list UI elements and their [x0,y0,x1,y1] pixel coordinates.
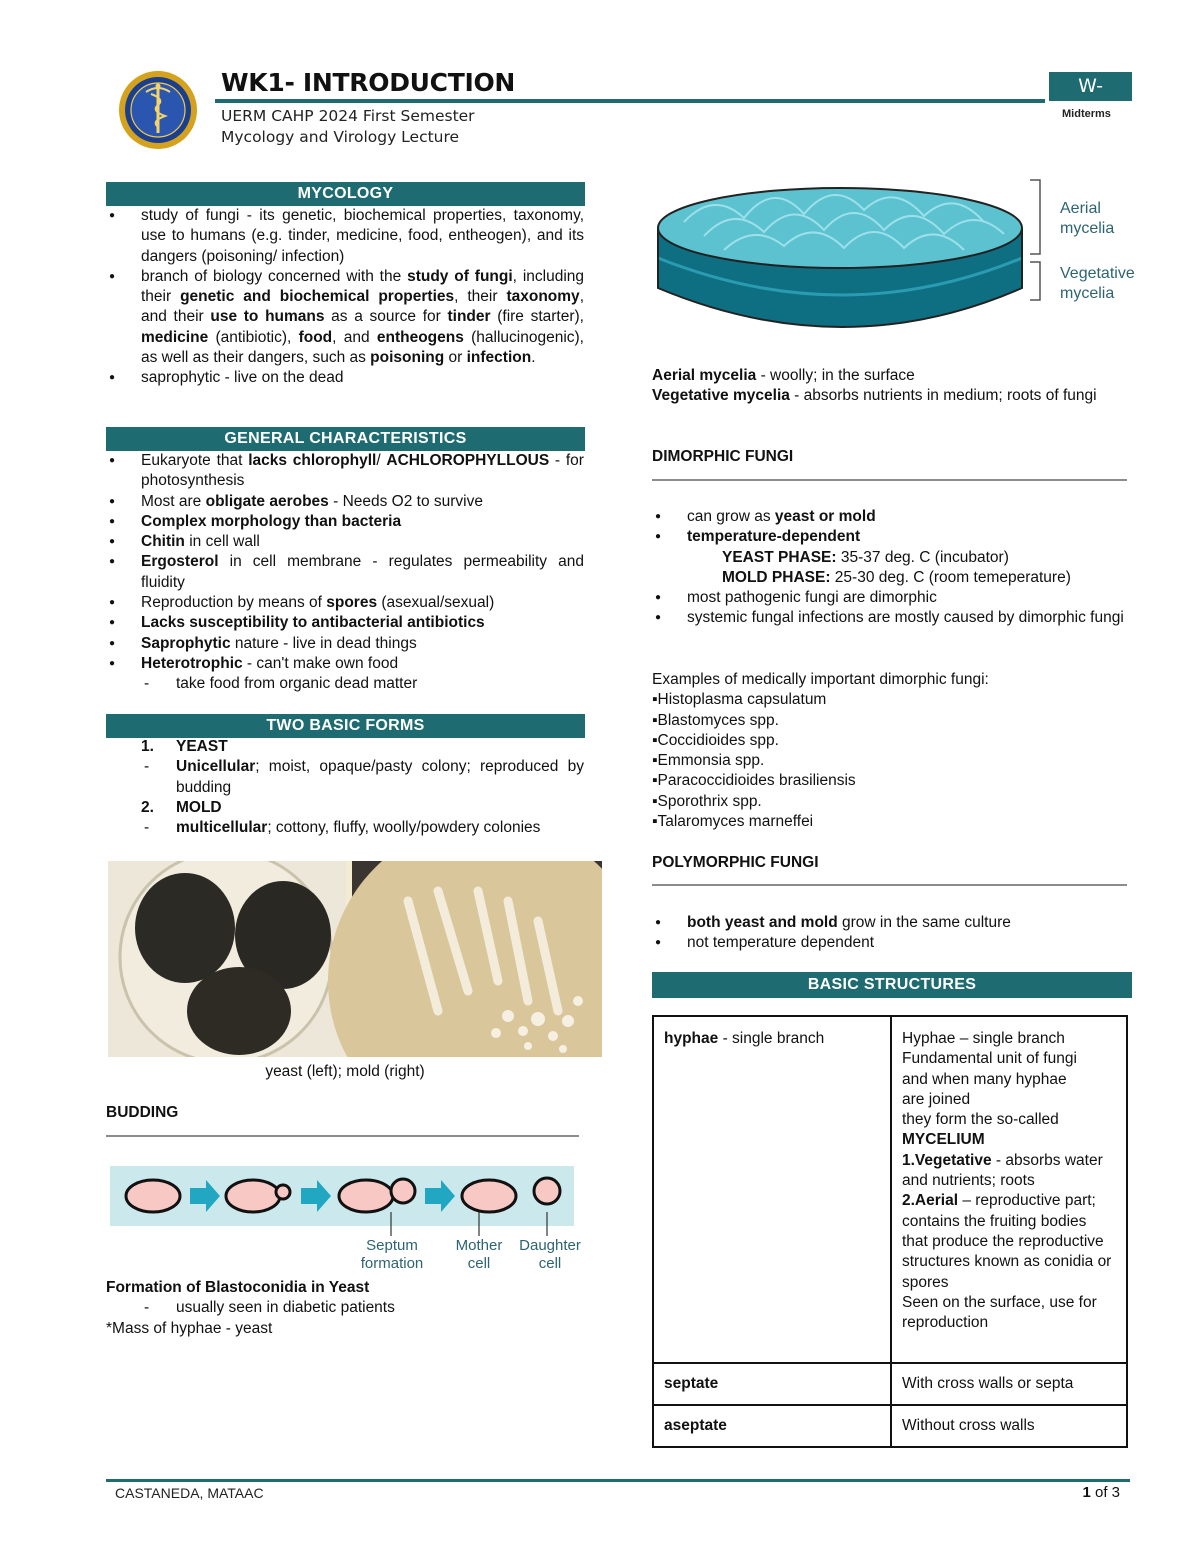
label-vegetative-mycelia: Vegetative mycelia [1060,265,1135,302]
list-item: ● Ergosterol in cell membrane - regulates permeability and fluidity [106,552,584,593]
forms-list [106,737,584,838]
yeast-colony-3 [187,967,291,1055]
label-aerial-mycelia: Aerial mycelia [1060,200,1115,237]
budding-heading: BUDDING [106,1104,179,1121]
list-item: ● Lacks susceptibility to antibacterial antibiotics [106,613,584,633]
example-item: ▪Talaromyces marneffei [652,813,814,831]
dimorphic-heading: DIMORPHIC FUNGI [652,448,794,465]
list-item: - usually seen in diabetic patients [106,1298,584,1318]
label-daughter: Daughter cell [519,1237,581,1272]
polymorphic-rule [652,884,1127,886]
header-rule [215,99,1045,103]
section-general-characteristics: GENERAL CHARACTERISTICS [106,427,585,451]
dimorphic-list: ● can grow as yeast or mold ● temperature-dependent YEAST PHASE: 35-37 deg. C (incubator) MOLD PHASE: 25-30 deg. C (room temeperature) ● most pathogenic fungi are dimorphic ● systemic fungal infections are mostly caused by dimorphic fungi [652,507,1131,629]
yeast-colony-1 [135,873,235,983]
course-subtitle: UERM CAHP 2024 First Semester [221,107,475,125]
budding-rule [106,1135,579,1137]
list-item: 1. YEAST [141,738,228,755]
list-item: 2. MOLD [141,798,222,816]
example-item: ▪Emmonsia spp. [652,752,765,770]
dimorphic-examples: Examples of medically important dimorphic fungi: ▪Histoplasma capsulatum ▪Blastomyces spp. ▪Coccidioides spp. ▪Emmonsia spp. ▪Paracoccidioides brasiliensis ▪Sporothrix spp. ▪Talaromyces marneffei [652,670,1131,832]
list-item: - Unicellular; moist, opaque/pasty colony; reproduced by budding [106,757,584,798]
label-septum: Septum formation [360,1237,424,1272]
week-tag: W- [1049,72,1132,101]
section-mycology: MYCOLOGY [106,182,585,206]
list-item: ● Eukaryote that lacks chlorophyll/ ACHLOROPHYLLOUS - for photosynthesis [106,451,584,492]
list-item: ● saprophytic - live on the dead [106,368,584,388]
example-item: ▪Paracoccidioides brasiliensis [652,772,856,790]
list-item: ● study of fungi - its genetic, biochemical properties, taxonomy, use to humans (e.g. tinder, medicine, food, entheogen), and its dangers (poisoning/ infection) [106,206,584,267]
table-row: septate With cross walls or septa [653,1363,1127,1405]
course-name: Mycology and Virology Lecture [221,128,460,146]
list-item: ● both yeast and mold grow in the same culture [652,913,1131,933]
list-item: ● Complex morphology than bacteria [106,512,584,532]
section-basic-structures: BASIC STRUCTURES [652,972,1132,998]
list-item: ● not temperature dependent [652,933,1131,953]
mycology-list [106,206,584,389]
mold-plate [328,861,602,1057]
footer-author: CASTANEDA, MATAAC [115,1485,264,1501]
example-item: ▪Coccidioides spp. [652,731,779,749]
footer-rule [106,1479,1130,1482]
list-item: ● branch of biology concerned with the study of fungi, including their genetic and biochemical properties, their taxonomy, and their use to humans as a source for tinder (fire starter), medicine (antibiotic), food, and entheogens (hallucinogenic), as well as their dangers, such as poisoning or infection. [106,267,584,368]
example-item: ▪Blastomyces spp. [652,711,779,729]
list-item: ● Saprophytic nature - live in dead things [106,634,584,654]
list-item: ● Most are obligate aerobes - Needs O2 to survive [106,492,584,512]
polymorphic-heading: POLYMORPHIC FUNGI [652,854,819,871]
list-item: ● Heterotrophic - can't make own food [106,654,584,674]
bud [276,1185,290,1199]
label-mother: Mother cell [455,1237,503,1272]
university-seal [118,70,198,150]
general-list [106,451,584,695]
example-item: ▪Histoplasma capsulatum [652,691,827,709]
term-label: Midterms [1062,108,1111,120]
structures-table [652,1015,1128,1448]
list-item: ● can grow as yeast or mold [652,507,1131,527]
table-row: aseptate Without cross walls [653,1405,1127,1447]
mycelia-notes: Aerial mycelia - woolly; in the surface Vegetative mycelia - absorbs nutrients in medium; roots of fungi [652,367,1097,405]
example-item: ▪Sporothrix spp. [652,792,762,810]
section-two-basic-forms: TWO BASIC FORMS [106,714,585,738]
budding-notes [106,1278,584,1339]
culture-photos [108,861,602,1057]
list-item: ● Reproduction by means of spores (asexual/sexual) [106,593,584,613]
list-item: ● most pathogenic fungi are dimorphic [652,588,1131,608]
blastoconidia-title: Formation of Blastoconidia in Yeast [106,1279,370,1296]
mycelia-diagram [654,170,1044,360]
table-row: hyphae - single branch Hyphae – single branch Fundamental unit of fungi and when many hyphae are joined they form the so-called MYCELIUM 1.Vegetative - absorbs water and nutrients; roots 2.Aerial – reproductive part; contains the fruiting bodies that produce the reproductive structures known as conidia or spores Seen on the surface, use for reproduction [653,1016,1127,1363]
hyphae-note: *Mass of hyphae - yeast [106,1319,273,1337]
list-item: - multicellular; cottony, fluffy, woolly/powdery colonies [106,818,584,838]
polymorphic-list [652,913,1131,954]
list-item: ● temperature-dependent [652,527,1131,547]
dimorphic-rule [652,479,1127,481]
page-number: 1 of 3 [1082,1484,1120,1501]
photo-caption: yeast (left); mold (right) [265,1063,425,1080]
list-item: ● Chitin in cell wall [106,532,584,552]
list-item: - take food from organic dead matter [106,674,584,694]
document-title: WK1- INTRODUCTION [221,68,516,97]
list-item: ● systemic fungal infections are mostly caused by dimorphic fungi [652,608,1131,628]
